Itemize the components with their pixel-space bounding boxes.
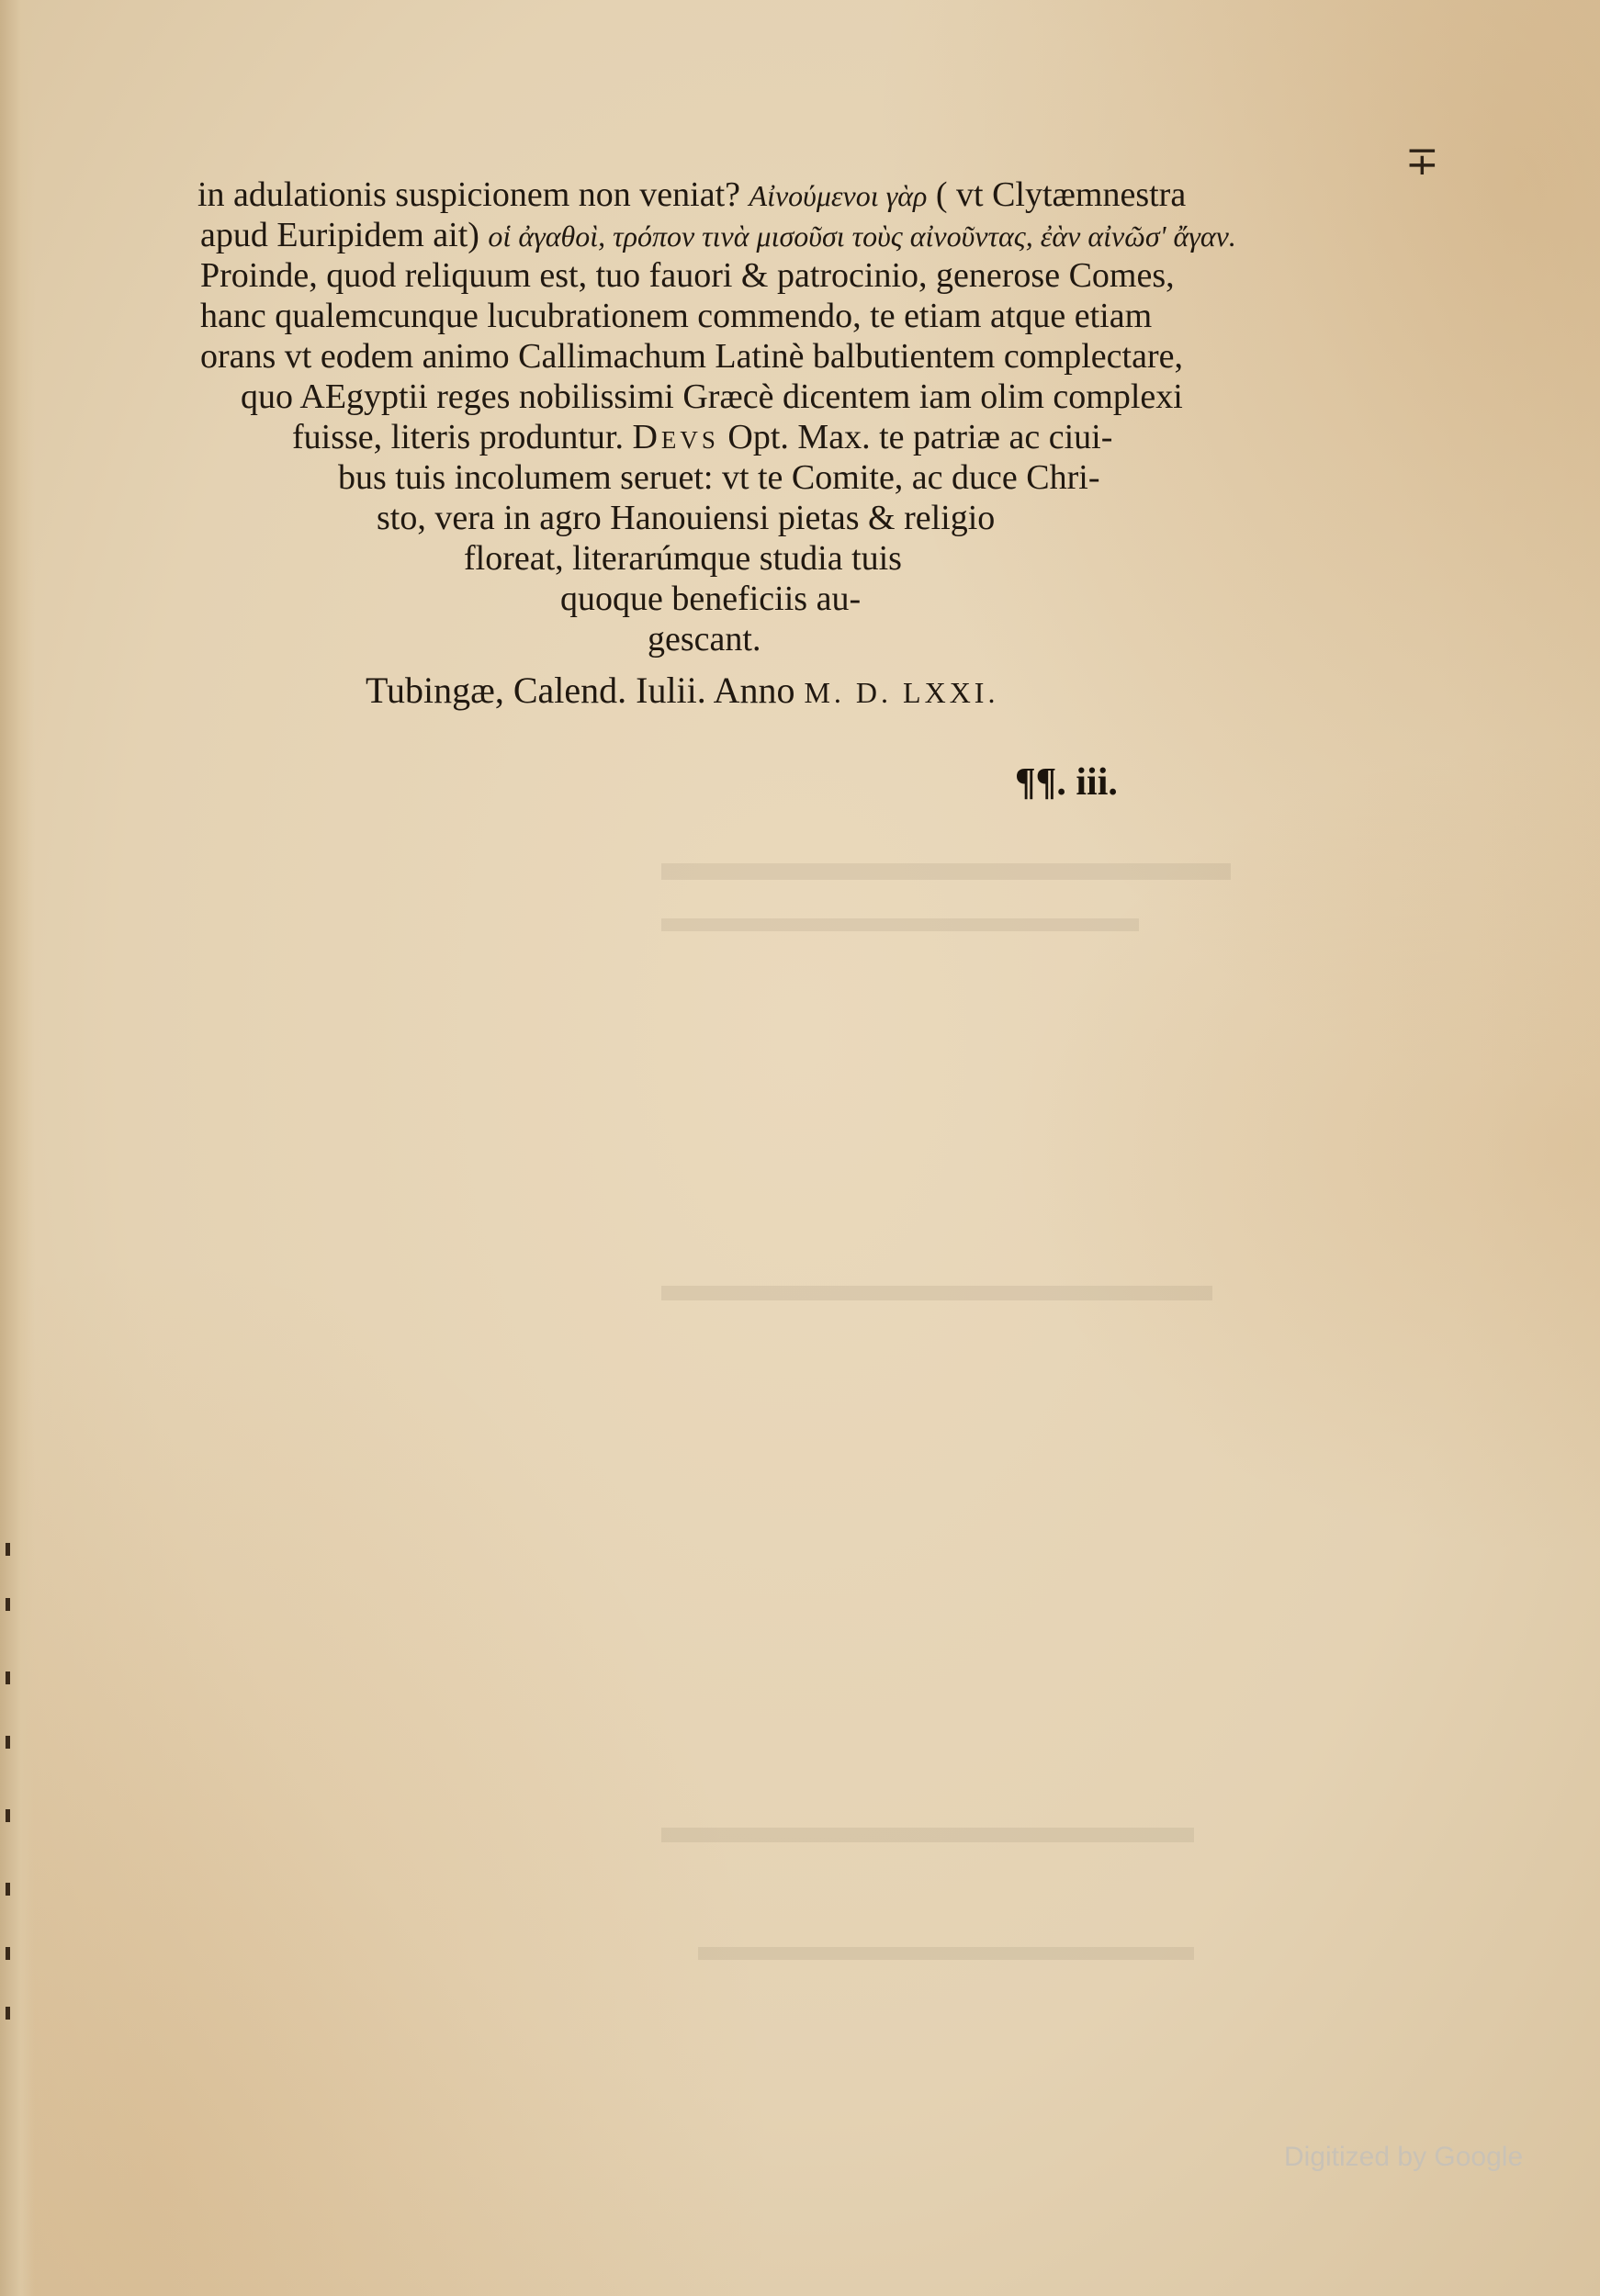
margin-marks — [6, 1543, 24, 2020]
text-line-3: Proinde, quod reliquum est, tuo fauori & patrocinio, generose Comes, — [200, 256, 1175, 295]
text-line-1: in adulationis suspicionem non veniat? Αἰνούμενοι γὰρ ( vt Clytæmnestra — [197, 175, 1187, 214]
text-line-9: sto, vera in agro Hanouiensi pietas & religio — [377, 499, 996, 537]
text-line-12: gescant. — [648, 620, 761, 658]
bleed-through-band — [661, 1286, 1212, 1300]
bleed-through-band — [661, 1828, 1194, 1842]
text-line-11: quoque beneficiis au- — [560, 580, 862, 618]
text-line-2: apud Euripidem ait) οἱ ἀγαθοὶ, τρόπον τινὰ μισοῦσι τοὺς αἰνοῦντας, ἐὰν αἰνῶσ' ἄγαν. — [200, 216, 1236, 254]
bleed-through-band — [661, 863, 1231, 880]
text-line-7: fuisse, literis produntur. Devs Opt. Max. te patriæ ac ciui- — [292, 418, 1113, 456]
text-line-10: floreat, literarúmque studia tuis — [464, 539, 902, 578]
dateline: Tubingæ, Calend. Iulii. Anno M. D. LXXI. — [366, 670, 999, 711]
bleed-through-band — [661, 918, 1139, 931]
digitization-watermark: Digitized by Google — [1284, 2142, 1524, 2172]
text-line-4: hanc qualemcunque lucubrationem commendo, te etiam atque etiam — [200, 297, 1153, 335]
text-line-8: bus tuis incolumem seruet: vt te Comite, ac duce Chri- — [338, 458, 1100, 497]
signature-mark: ¶¶. iii. — [1015, 761, 1118, 804]
bleed-through-band — [698, 1947, 1194, 1960]
text-line-5: orans vt eodem animo Callimachum Latinè balbutientem complectare, — [200, 337, 1183, 376]
text-line-6: quo AEgyptii reges nobilissimi Græcè dicentem iam olim complexi — [241, 377, 1183, 416]
corner-mark: ∓ — [1405, 139, 1439, 184]
